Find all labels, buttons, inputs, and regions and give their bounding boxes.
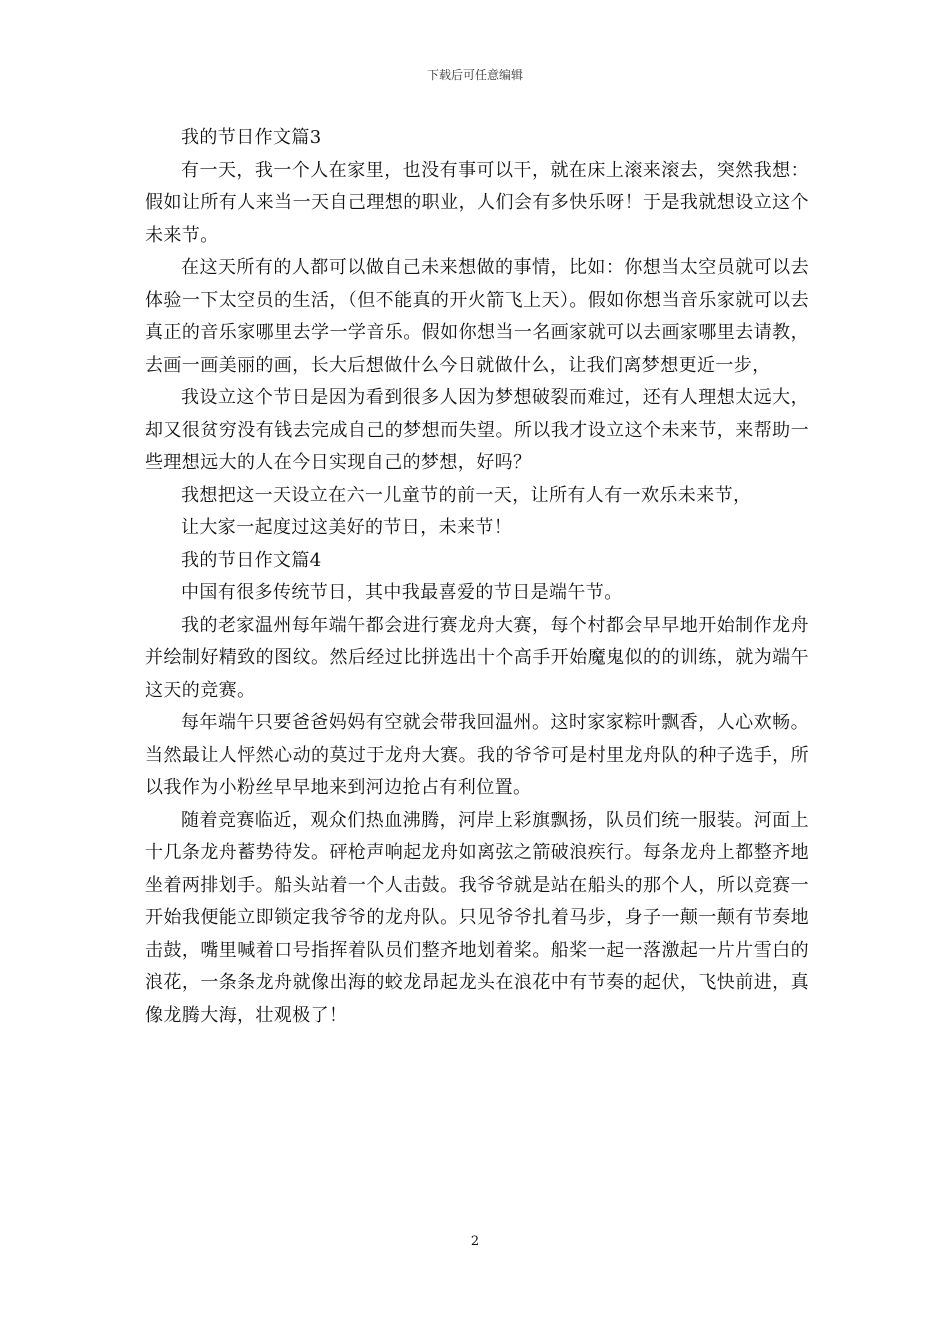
paragraph: 在这天所有的人都可以做自己未来想做的事情，比如：你想当太空员就可以去体验一下太空员的生活，（但不能真的开火箭飞上天）。假如你想当音乐家就可以去真正的音乐家哪里去学一学音乐。假如你想当一名画家就可以去画家哪里去请教，去画一画美丽的画，长大后想做什么今日就做什么，让我们离梦想更近一步， [145,257,809,376]
paragraph: 让大家一起度过这美好的节日，未来节！ [181,517,513,538]
document-body [145,122,809,1032]
paragraph: 中国有很多传统节日，其中我最喜爱的节日是端午节。 [181,582,623,603]
page-number: 2 [470,1234,480,1249]
paragraph: 我的老家温州每年端午都会进行赛龙舟大赛，每个村都会早早地开始制作龙舟并绘制好精致的图纹。然后经过比拼选出十个高手开始魔鬼似的的训练，就为端午这天的竞赛。 [145,614,809,701]
paragraph: 每年端午只要爸爸妈妈有空就会带我回温州。这时家家粽叶飘香，人心欢畅。当然最让人怦然心动的莫过于龙舟大赛。我的爷爷可是村里龙舟队的种子选手，所以我作为小粉丝早早地来到河边抢占有利位置。 [145,712,809,798]
page-header-note: 下载后可任意编辑 [426,68,523,82]
paragraph: 我想把这一天设立在六一儿童节的前一天，让所有人有一欢乐未来节， [181,484,752,506]
essay-title-4: 我的节日作文篇4 [181,549,322,571]
paragraph: 有一天，我一个人在家里，也没有事可以干，就在床上滚来滚去，突然我想：假如让所有人来当一天自己理想的职业，人们会有多快乐呀！于是我就想设立这个未来节。 [145,159,809,246]
essay-title-3: 我的节日作文篇3 [181,127,322,148]
paragraph: 我设立这个节日是因为看到很多人因为梦想破裂而难过，还有人理想太远大，却又很贫穷没有钱去完成自己的梦想而失望。所以我才设立这个未来节，来帮助一些理想远大的人在今日实现自己的梦想，好吗？ [145,387,809,473]
paragraph: 随着竞赛临近，观众们热血沸腾，河岸上彩旗飘扬，队员们统一服装。河面上十几条龙舟蓄势待发。砰枪声响起龙舟如离弦之箭破浪疾行。每条龙舟上都整齐地坐着两排划手。船头站着一个人击鼓。我爷爷就是站在船头的那个人，所以竞赛一开始我便能立即锁定我爷爷的龙舟队。只见爷爷扎着马步，身子一颠一颠有节奏地击鼓，嘴里喊着口号指挥着队员们整齐地划着桨。船桨一起一落激起一片片雪白的浪花，一条条龙舟就像出海的蛟龙昂起龙头在浪花中有节奏的起伏，飞快前进，真像龙腾大海，壮观极了！ [145,809,809,1026]
